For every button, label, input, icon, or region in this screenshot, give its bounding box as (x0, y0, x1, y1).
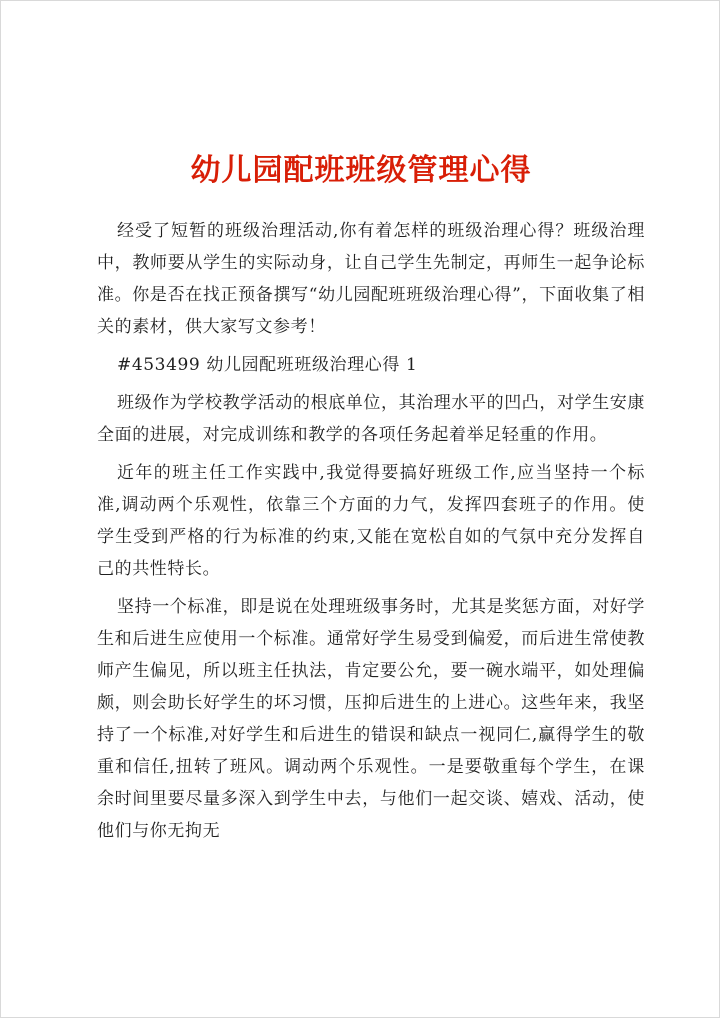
paragraph-practice: 近年的班主任工作实践中,我觉得要搞好班级工作,应当坚持一个标准,调动两个乐观性，依靠三个方面的力气，发挥四套班子的作用。使学生受到严格的行为标准的约束,又能在宽松自如的气氛中充分发挥自己的共性特长。 (97, 463, 645, 579)
paragraph-intro: 经受了短暂的班级治理活动,你有着怎样的班级治理心得？班级治理中，教师要从学生的实际动身，让自己学生先制定，再师生一起争论标准。你是否在找正预备撰写“幼儿园配班班级治理心得”，下面收集了相关的素材，供大家写文参考！ (97, 221, 645, 337)
paragraph-class-unit: 班级作为学校教学活动的根底单位，其治理水平的凹凸，对学生安康全面的进展，对完成训练和教学的各项任务起着举足轻重的作用。 (97, 393, 645, 445)
paragraph-section-heading: #453499 幼儿园配班班级治理心得 1 (117, 355, 418, 375)
document-body (97, 215, 645, 847)
paragraph-one-standard: 坚持一个标准，即是说在处理班级事务时，尤其是奖惩方面，对好学生和后进生应使用一个标准。通常好学生易受到偏爱，而后进生常使教师产生偏见，所以班主任执法，肯定要公允，要一碗水端平，如处理偏颇，则会助长好学生的坏习惯，压抑后进生的上进心。这些年来，我坚持了一个标准,对好学生和后进生的错误和缺点一视同仁,赢得学生的敬重和信任,扭转了班风。调动两个乐观性。一是要敬重每个学生，在课余时间里要尽量多深入到学生中去，与他们一起交谈、嬉戏、活动，使他们与你无拘无 (97, 597, 645, 841)
document-title: 幼儿园配班班级管理心得 (190, 153, 532, 188)
